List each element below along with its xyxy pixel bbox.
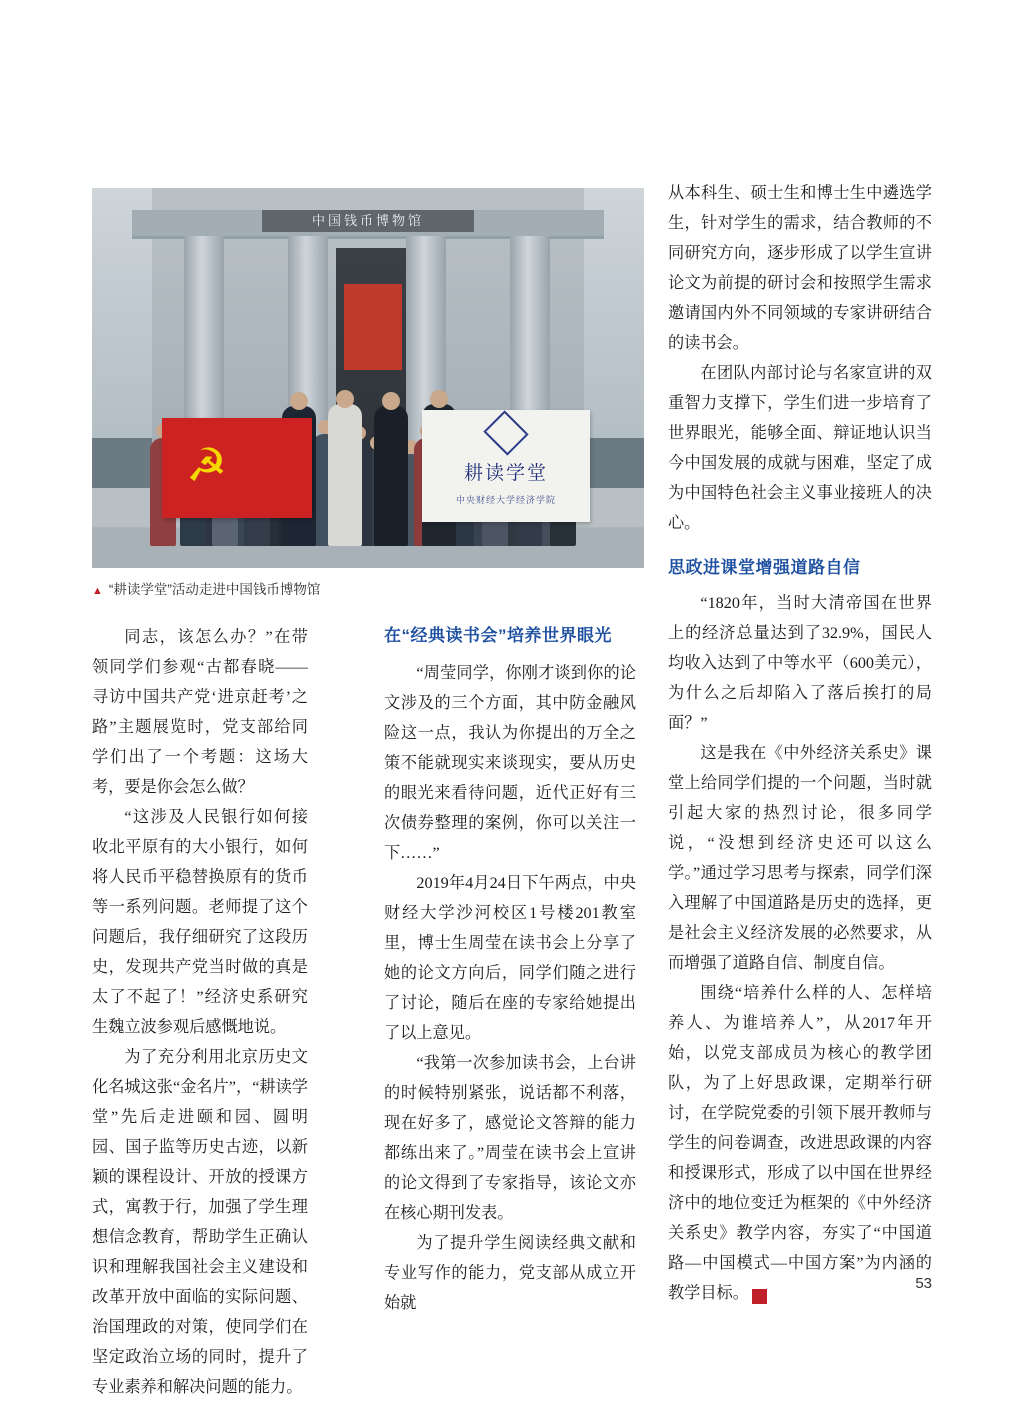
- paragraph: 这是我在《中外经济关系史》课堂上给同学们提的一个问题，当时就引起大家的热烈讨论，很多同学说，“没想到经济史还可以这么学。”通过学习思考与探索，同学们深入理解了中国道路是历史的选择，更是社会主义经济发展的必然要求，从而增强了道路自信、制度自信。: [668, 744, 932, 972]
- paragraph-text: 围绕“培养什么样的人、怎样培养人、为谁培养人”，从2017年开始，以党支部成员为核心的教学团队，为了上好思政课，定期举行研讨，在学院党委的引领下展开教师与学生的问卷调查，改进思政课的内容和授课形式，形成了以中国在世界经济中的地位变迁为框架的《中外经济关系史》教学内容，夯实了“中国道路—中国模式—中国方案”为内涵的教学目标。: [668, 984, 932, 1302]
- banner-title: 耕读学堂: [463, 463, 548, 484]
- hammer-and-sickle-icon: ☭: [186, 440, 228, 491]
- text-column-1: [92, 622, 308, 1402]
- page-number: 53: [915, 1275, 932, 1292]
- paragraph: “这涉及人民银行如何接收北平原有的大小银行，如何将人民币平稳替换原有的货币等一系列问题。老师提了这个问题后，我仔细研究了这段历史，发现共产党当时做的真是太了不起了！”经济史系研究生魏立波参观后感慨地说。: [92, 808, 308, 1036]
- group-photo: [92, 188, 644, 568]
- paragraph: 为了提升学生阅读经典文献和专业写作的能力，党支部从成立开始就: [384, 1234, 636, 1312]
- paragraph: 为了充分利用北京历史文化名城这张“金名片”，“耕读学堂”先后走进颐和园、圆明园、国子监等历史古迹，以新颖的课程设计、开放的授课方式，寓教于行，加强了学生理想信念教育，帮助学生正确认识和理解我国社会主义建设和改革开放中面临的实际问题、治国理政的对策，使同学们在坚定政治立场的同时，提升了专业素养和解决问题的能力。: [92, 1048, 308, 1396]
- end-of-article-mark: Z: [752, 1289, 767, 1304]
- section-heading-ideological-class: 思政进课堂增强道路自信: [668, 558, 861, 577]
- party-flag: [162, 418, 312, 518]
- caption-marker-icon: ▲: [92, 585, 103, 597]
- section-heading-reading-club: 在“经典读书会”培养世界眼光: [384, 626, 612, 645]
- banner-gengdu-xuetang: [422, 410, 590, 522]
- diamond-emblem-icon: [483, 410, 528, 455]
- paragraph-with-endmark: [668, 978, 932, 1308]
- text-column-2: [384, 622, 636, 1318]
- photo-block: [92, 188, 644, 568]
- text-column-3: [668, 178, 932, 1308]
- paragraph: 2019年4月24日下午两点，中央财经大学沙河校区1号楼201教室里，博士生周莹在读书会上分享了她的论文方向后，同学们随之进行了讨论，随后在座的专家给她提出了以上意见。: [384, 874, 636, 1042]
- caption-text: “耕读学堂”活动走进中国钱币博物馆: [108, 582, 321, 597]
- paragraph: 在团队内部讨论与名家宣讲的双重智力支撑下，学生们进一步培育了世界眼光，能够全面、辩证地认识当今中国发展的成就与困难，坚定了成为中国特色社会主义事业接班人的决心。: [668, 364, 932, 532]
- paragraph: 从本科生、硕士生和博士生中遴选学生，针对学生的需求，结合教师的不同研究方向，逐步形成了以学生宣讲论文为前提的研讨会和按照学生需求邀请国内外不同领域的专家讲研结合的读书会。: [668, 184, 932, 352]
- paragraph: “1820年，当时大清帝国在世界上的经济总量达到了32.9%，国民人均收入达到了中等水平（600美元），为什么之后却陷入了落后挨打的局面？”: [668, 594, 932, 732]
- photo-caption: [92, 578, 644, 598]
- paragraph: 同志，该怎么办？”在带领同学们参观“古都春晓——寻访中国共产党‘进京赶考’之路”主题展览时，党支部给同学们出了一个考题：这场大考，要是你会怎么做？: [92, 628, 308, 796]
- paragraph: “我第一次参加读书会，上台讲的时候特别紧张，说话都不利落，现在好多了，感觉论文答辩的能力都练出来了。”周莹在读书会上宣讲的论文得到了专家指导，该论文亦在核心期刊发表。: [384, 1054, 636, 1222]
- museum-plaque: 中国钱币博物馆: [262, 210, 474, 232]
- banner-subtitle: 中央财经大学经济学院: [455, 495, 556, 505]
- paragraph: “周莹同学，你刚才谈到你的论文涉及的三个方面，其中防金融风险这一点，我认为你提出的万全之策不能就现实来谈现实，要从历史的眼光来看待问题，近代正好有三次债券整理的案例，你可以关注一下……”: [384, 664, 636, 862]
